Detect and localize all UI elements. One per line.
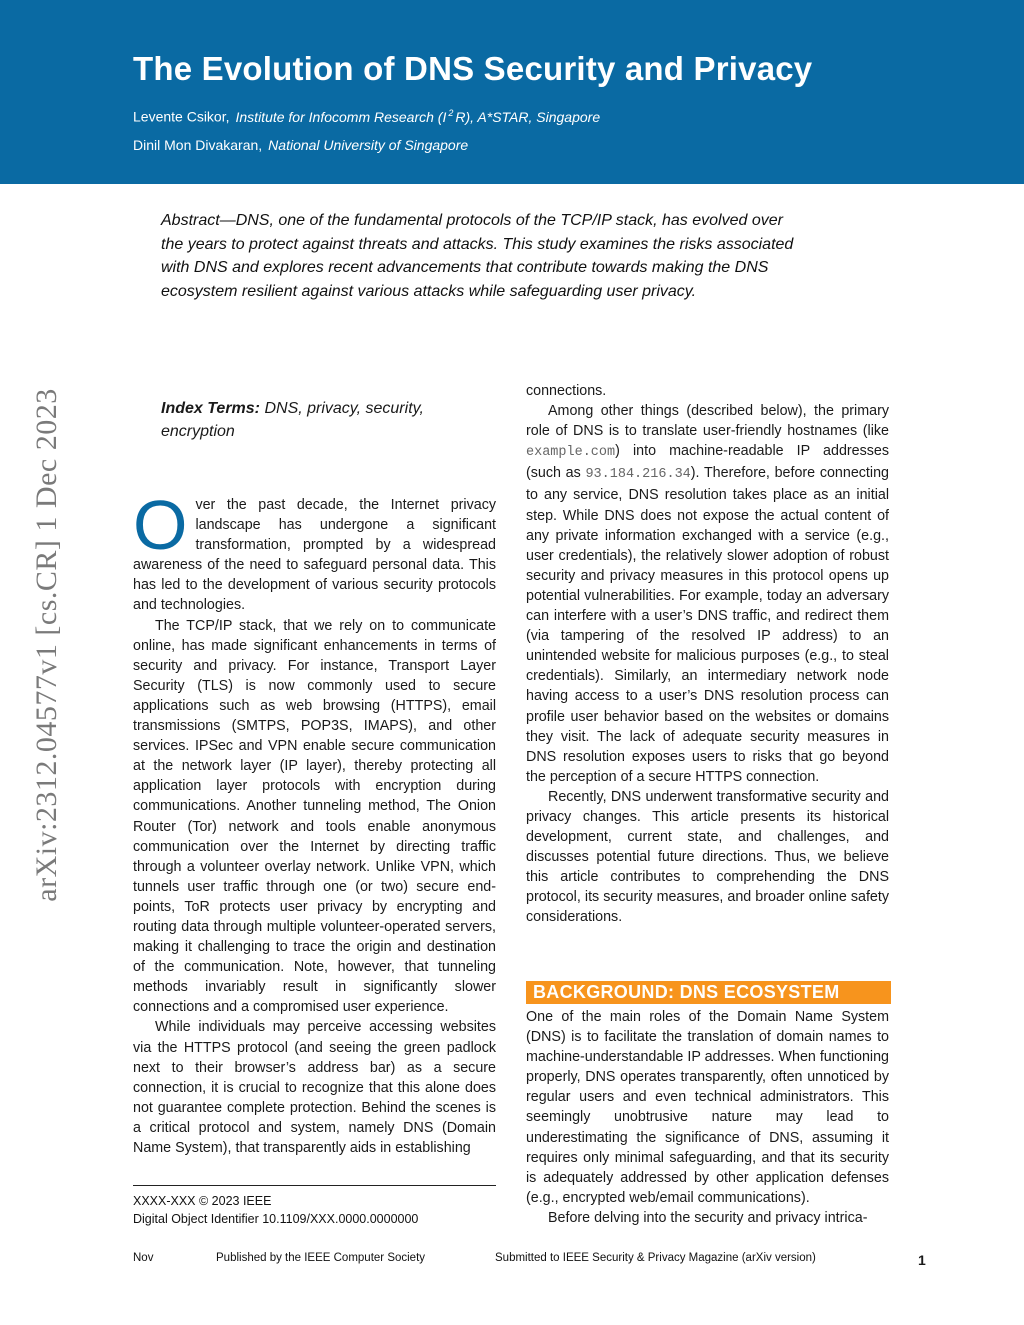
drop-cap: O bbox=[133, 486, 188, 564]
arxiv-stamp: arXiv:2312.04577v1 [cs.CR] 1 Dec 2023 bbox=[30, 388, 63, 902]
author-2 bbox=[133, 137, 468, 153]
doi-line: Digital Object Identifier 10.1109/XXX.0000.0000000 bbox=[133, 1212, 419, 1226]
author-affiliation: Institute for Infocomm Research (I $^2$ R), A*STAR, Singapore bbox=[235, 108, 601, 125]
index-terms-list: DNS, privacy, security, encryption bbox=[161, 400, 424, 440]
author-affiliation: National University of Singapore bbox=[268, 137, 469, 153]
paper-title: The Evolution of DNS Security and Privacy bbox=[133, 50, 813, 87]
abstract: Abstract—DNS, one of the fundamental protocols of the TCP/IP stack, has evolved over the years to protect against threats and attacks. This study examines the risks associated with DNS and explores recent advancements that contribute towards making the DNS ecosystem resilient against various attacks while safeguarding user privacy. bbox=[161, 212, 794, 300]
author-name: Dinil Mon Divakaran, bbox=[133, 137, 263, 153]
section-heading: BACKGROUND: DNS ECOSYSTEM bbox=[526, 981, 891, 1004]
author-name: Levente Csikor, bbox=[133, 108, 230, 125]
paragraph: One of the main roles of the Domain Name System (DNS) is to facilitate the translation of domain names to machine-understandable IP addresses. When functioning properly, DNS operates transparently, often unnoticed by regular users and even technical administrators. This seemingly unobtrusive nature may lead to underestimating the significance of DNS, assuming it requires only minimal safeguarding, and that its security is adequately addressed by other application defenses (e.g., encrypted web/email communications). bbox=[526, 1009, 889, 1206]
hostname-example: example.com bbox=[526, 445, 616, 461]
footnote-rule bbox=[133, 1185, 496, 1186]
index-terms-label: Index Terms: bbox=[161, 400, 260, 417]
paragraph: Recently, DNS underwent transformative security and privacy changes. This article presents its historical development, current state, and challenges, and discusses potential future directions. Thus, we believe this article contributes to comprehending the DNS protocol, its security measures, and broader online safety considerations. bbox=[526, 788, 889, 926]
body-column-right bbox=[526, 381, 889, 928]
header-banner bbox=[0, 0, 1024, 184]
paragraph: Among other things (described below), the primary role of DNS is to translate user-friendly hostnames (like example.com) into machine-readable IP addresses (such as 93.184.216.34). Therefore, before connecting to any service, DNS resolution takes place as an initial step. While DNS does not expose the actual content of any private information exchanged with a service (e.g., user credentials), the relatively slower adoption of robust security and privacy measures in this protocol opens up potential vulnerabilities. For example, today an adversary can interfere with a user’s DNS traffic, and redirect them (via tampering of the resolved IP address) to an unintended website for malicious purposes (e.g., to steal credentials). Similarly, an intermediary network node having access to a user’s DNS resolution process can profile user behavior based on the websites or domains they visit. The lack of adequate security measures in DNS resolution exposes users to risks that go beyond the perception of a secure HTTPS connection. bbox=[526, 403, 889, 785]
arxiv-sidebar bbox=[0, 355, 90, 935]
paragraph: While individuals may perceive accessing websites via the HTTPS protocol (and seeing the green padlock next to their browser’s address bar) as a secure connection, it is crucial to recognize that this alone does not guarantee complete protection. Behind the scenes is a critical protocol and system, namely DNS (Domain Name System), that transparently aids in establishing bbox=[133, 1019, 496, 1156]
paragraph: The TCP/IP stack, that we rely on to communicate online, has made significant enhancements in terms of security and privacy. For instance, Transport Layer Security (TLS) is now commonly used to secure applications such as web browsing (HTTPS), email transmissions (SMTPS, POP3S, IMAPS), and other services. IPSec and VPN enable secure communication at the network layer (IP layer), thereby protecting all application layer protocols with encryption during communications. Another tunneling method, The Onion Router (Tor) network and tools enable anonymous communication over the Internet by directing traffic through a volunteer overlay network. Unlike VPN, which tunnels user traffic through one (or two) secure end-points, ToR protects user privacy by encrypting and routing data through multiple volunteer-operated servers, making it challenging to trace the origin and destination of the communication. Note, however, that tunneling methods invariably result in significantly slower connections and a compromised user experience. bbox=[133, 617, 496, 1016]
footer-publisher: Published by the IEEE Computer Society bbox=[216, 1252, 426, 1264]
paragraph: Over the past decade, the Internet privacy landscape has undergone a significant transformation, prompted by a widespread awareness of the need to safeguard personal data. This has led to the development of various security protocols and technologies. bbox=[133, 486, 496, 614]
page-number: 1 bbox=[918, 1252, 926, 1268]
author-1 bbox=[133, 108, 600, 125]
footer-venue: Submitted to IEEE Security & Privacy Magazine (arXiv version) bbox=[495, 1252, 816, 1264]
index-terms bbox=[161, 397, 491, 443]
paragraph: connections. bbox=[526, 383, 607, 399]
copyright-line: XXXX-XXX © 2023 IEEE bbox=[133, 1194, 272, 1208]
paragraph: Before delving into the security and privacy intrica- bbox=[548, 1209, 868, 1226]
ip-example: 93.184.216.34 bbox=[585, 467, 691, 483]
footer-month: Nov bbox=[133, 1252, 154, 1264]
body-column-left bbox=[133, 486, 496, 1158]
body-column-right-continued bbox=[526, 1007, 889, 1228]
